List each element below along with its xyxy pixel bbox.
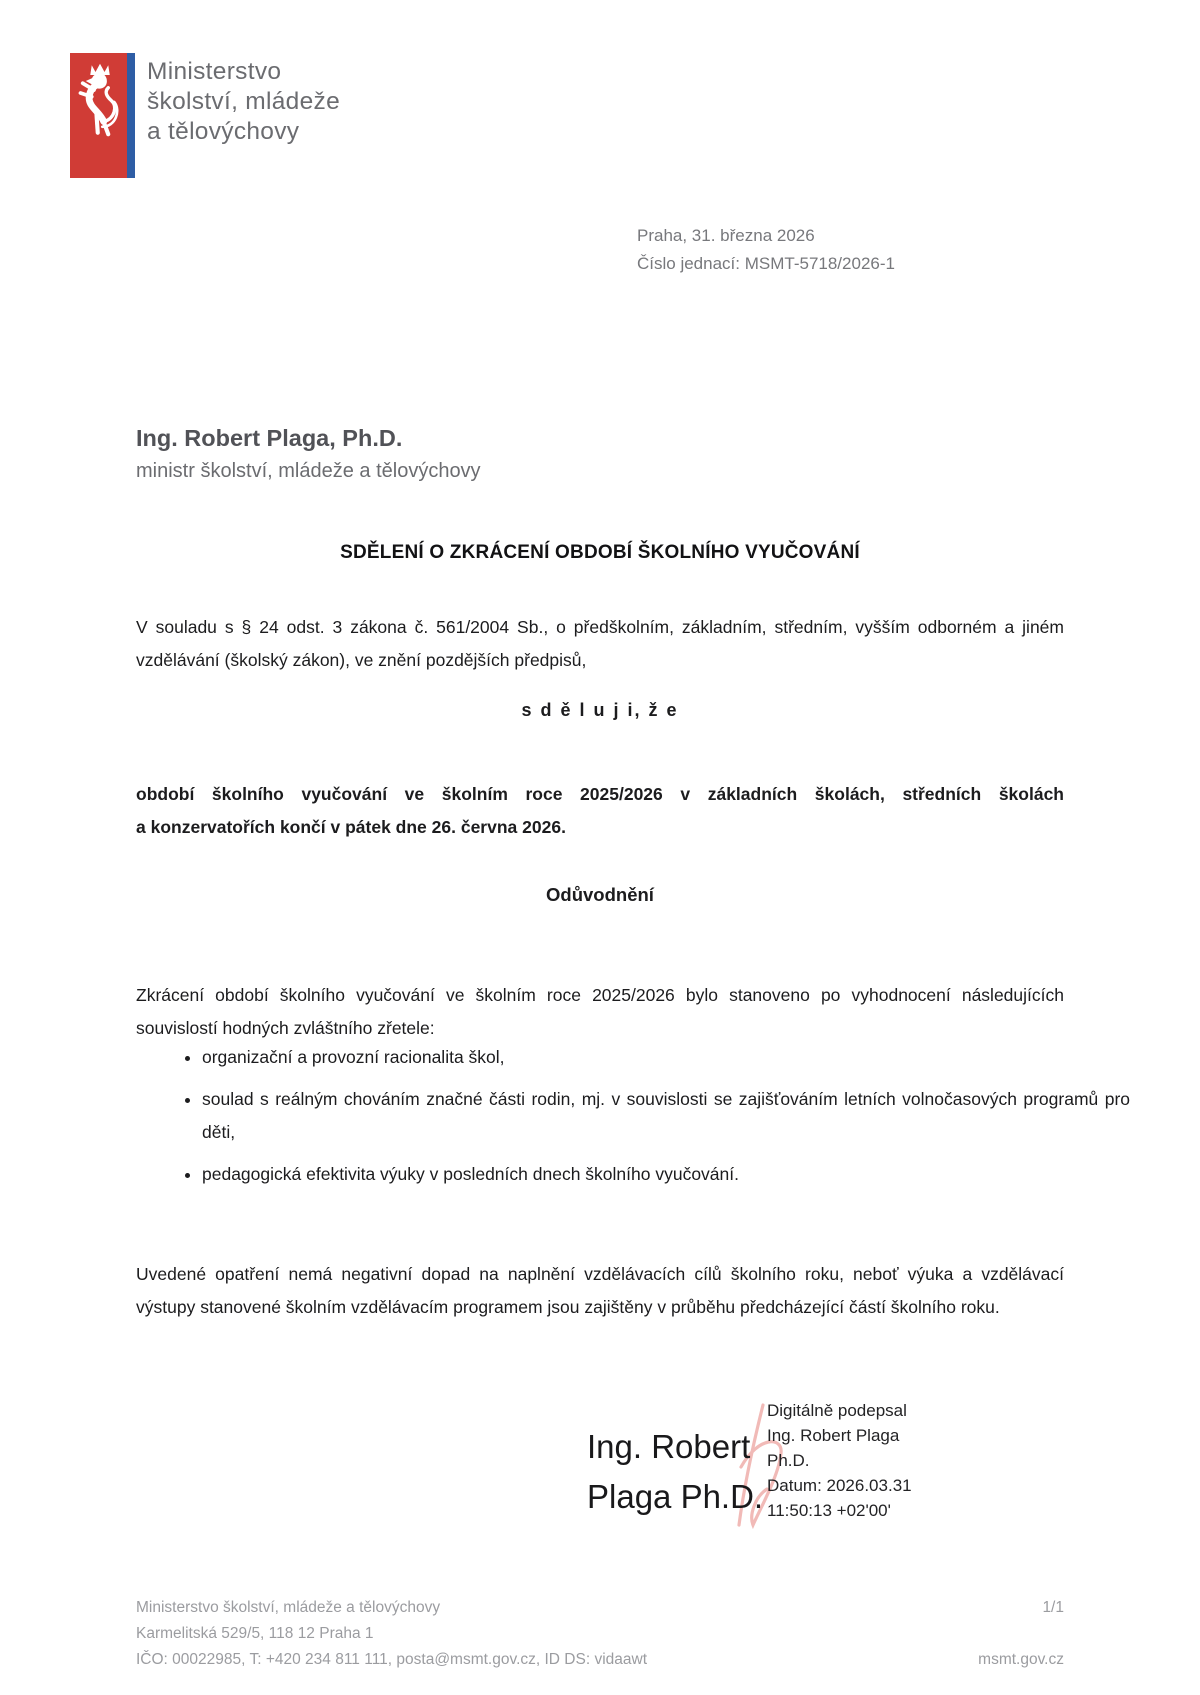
justification-heading: Odůvodnění [546, 884, 654, 905]
ministry-logotype [147, 57, 340, 147]
page-number: 1/1 [1042, 1599, 1064, 1616]
reference-number: Číslo jednací: MSMT-5718/2026-1 [637, 254, 895, 273]
footer-org: Ministerstvo školství, mládeže a tělovýchovy [136, 1599, 441, 1616]
minister-role: ministr školství, mládeže a tělovýchovy [136, 460, 481, 482]
closing-paragraph: Uvedené opatření nemá negativní dopad na naplnění vzdělávacích cílů školního roku, neboť výuka a vzdělávací výstupy stanovené školním vzdělávacím programem jsou zajištěny v průběhu předcházející částí školního roku. [136, 1263, 1064, 1317]
justification-intro: Zkrácení období školního vyučování ve školním roce 2025/2026 bylo stanoveno po vyhodnocení následujících souvislostí hodných zvláštního zřetele: [136, 984, 1064, 1038]
signature-detail-line3: Ph.D. [767, 1451, 810, 1470]
footer-contacts: IČO: 00022985, T: +420 234 811 111, posta@msmt.gov.cz, ID DS: vidaawt [136, 1651, 648, 1668]
digital-signature [587, 1396, 967, 1541]
intro-paragraph: V souladu s § 24 odst. 3 zákona č. 561/2004 Sb., o předškolním, základním, středním, vyšším odborném a jiném vzdělávání (školský zákon), ve znění pozdějších předpisů, [136, 616, 1064, 670]
place-date: Praha, 31. března 2026 [637, 226, 815, 245]
ministry-name-line2: školství, mládeže [147, 88, 341, 115]
bullet-item-2: • soulad s reálným chováním značné části rodin, mj. v souvislosti se zajišťováním letních volnočasových programů pro děti, [202, 1083, 1130, 1149]
signature-detail-line5: 11:50:13 +02'00' [767, 1501, 891, 1520]
document-meta [637, 222, 895, 278]
ministry-name-line1: Ministerstvo [147, 58, 282, 85]
signature-detail-line1: Digitálně podepsal [767, 1401, 907, 1420]
logo-blue-stripe [127, 53, 135, 178]
bullet-item-1: • organizační a provozní racionalita škol, [202, 1041, 1130, 1074]
bullet-list [136, 1041, 1130, 1191]
bullet-item-3: • pedagogická efektivita výuky v posledních dnech školního vyučování. [202, 1158, 1130, 1191]
ministry-name-line3: a tělovýchovy [147, 118, 300, 145]
document-title: SDĚLENÍ O ZKRÁCENÍ OBDOBÍ ŠKOLNÍHO VYUČOVÁNÍ [340, 542, 860, 563]
footer-address: Karmelitská 529/5, 118 12 Praha 1 [136, 1625, 374, 1642]
signature-name-line1: Ing. Robert [587, 1428, 751, 1465]
signature-details [767, 1398, 912, 1523]
czech-lion-icon [76, 60, 121, 144]
signature-name-line2: Plaga Ph.D. [587, 1478, 764, 1515]
author-block [136, 423, 481, 486]
footer-website: msmt.gov.cz [978, 1651, 1064, 1668]
signature-detail-line4: Datum: 2026.03.31 [767, 1476, 912, 1495]
footer-info [136, 1595, 647, 1673]
statement-paragraph: období školního vyučování ve školním roce 2025/2026 v základních školách, středních školách a konzervatořích končí v pátek dne 26. června 2026. [136, 783, 1064, 837]
minister-name: Ing. Robert Plaga, Ph.D. [136, 425, 403, 451]
declaration-line: s d ě l u j i, ž e [521, 700, 679, 720]
signature-name [587, 1422, 763, 1522]
signature-detail-line2: Ing. Robert Plaga [767, 1426, 900, 1445]
